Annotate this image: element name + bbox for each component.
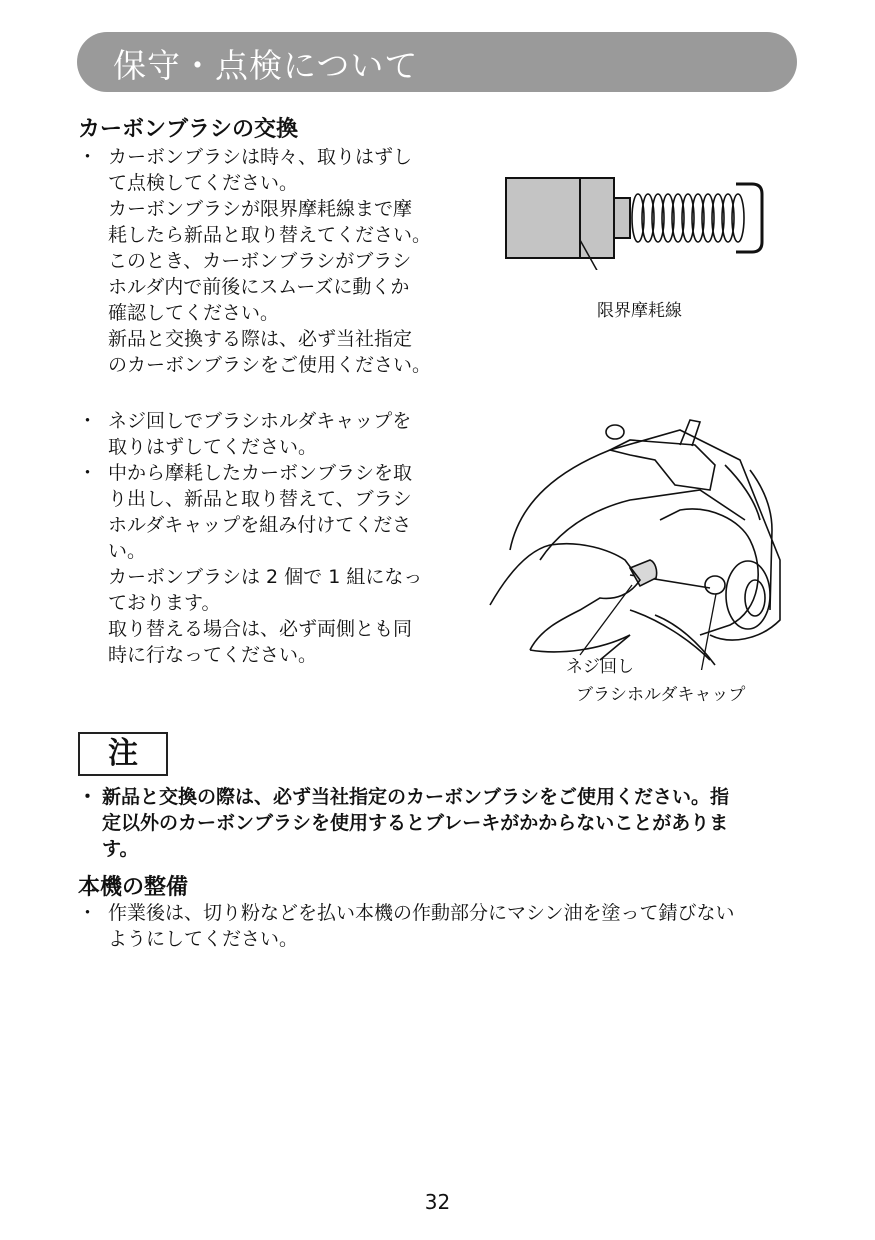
screwdriver-label: ネジ回し [566, 657, 634, 677]
page-number: 32 [424, 1190, 451, 1214]
text-line: ネジ回しでブラシホルダキャップを [108, 410, 412, 432]
text-line: カーボンブラシが限界摩耗線まで摩 [108, 198, 413, 220]
brush-holder-cap-label: ブラシホルダキャップ [576, 685, 746, 705]
text-line: カーボンブラシは時々、取りはずし [108, 146, 413, 168]
page-title: 保守・点検について [113, 46, 419, 85]
note-text [78, 784, 798, 862]
text-line: り出し、新品と取り替えて、ブラシ [108, 488, 412, 510]
text-line: 取り替える場合は、必ず両側とも同 [108, 618, 413, 640]
text-line: ホルダ内で前後にスムーズに動くか [108, 276, 410, 298]
maintenance-text [78, 900, 735, 952]
carbon-brush-inspection-text [78, 144, 431, 378]
text-line: す。 [102, 838, 139, 860]
section-header-bar [77, 32, 797, 92]
text-line: ようにしてください。 [108, 928, 299, 950]
heading-carbon-brush: カーボンブラシの交換 [78, 117, 299, 142]
text-line: のカーボンブラシをご使用ください。 [108, 354, 432, 376]
carbon-brush-diagram [500, 170, 780, 270]
bullet-mark: ・ [78, 786, 98, 808]
text-line: 作業後は、切り粉などを払い本機の作動部分にマシン油を塗って錆びない [108, 902, 735, 924]
bullet-mark: ・ [78, 902, 98, 924]
text-line: 確認してください。 [108, 302, 280, 324]
text-line: ホルダキャップを組み付けてくださ [108, 514, 412, 536]
text-line: このとき、カーボンブラシがブラシ [108, 250, 412, 272]
text-line: ております。 [108, 592, 221, 614]
bullet-mark: ・ [78, 410, 98, 432]
text-line: 新品と交換する際は、必ず当社指定 [108, 328, 413, 350]
bullet-mark: ・ [78, 462, 98, 484]
text-line: 中から摩耗したカーボンブラシを取 [108, 462, 413, 484]
text-line: 耗したら新品と取り替えてください。 [108, 224, 432, 246]
note-box: 注 [78, 732, 168, 776]
text-line: 取りはずしてください。 [108, 436, 318, 458]
brush-cap-removal-illustration [480, 410, 800, 670]
brush-replacement-steps-text [78, 408, 422, 668]
wear-limit-line-label: 限界摩耗線 [597, 301, 682, 321]
text-line: 新品と交換の際は、必ず当社指定のカーボンブラシをご使用ください。指 [102, 786, 730, 808]
text-line: て点検してください。 [108, 172, 299, 194]
heading-maintenance: 本機の整備 [78, 875, 189, 900]
text-line: 定以外のカーボンブラシを使用するとブレーキがかからないことがありま [102, 812, 729, 834]
text-line: カーボンブラシは 2 個で 1 組になっ [108, 566, 423, 588]
text-line: 時に行なってください。 [108, 644, 318, 666]
bullet-mark: ・ [78, 146, 98, 168]
text-line: い。 [108, 540, 147, 562]
